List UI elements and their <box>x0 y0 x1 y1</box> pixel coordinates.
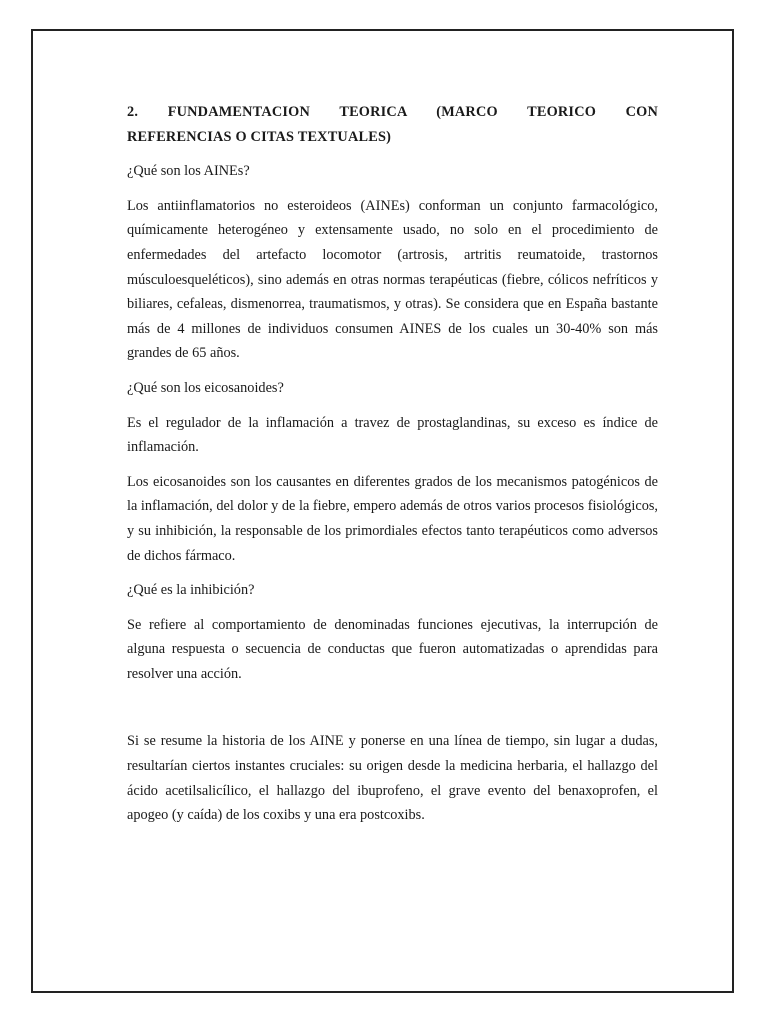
section-heading-line1: 2. FUNDAMENTACION TEORICA (MARCO TEORICO CON <box>127 104 658 120</box>
paragraph-inhibicion-definition: Se refiere al comportamiento de denominadas funciones ejecutivas, la interrupción de alguna respuesta o secuencia de conductas que fueron automatizadas o aprendidas para resolver una acción. <box>127 616 658 682</box>
paragraph-eicosanoides-mechanisms: Los eicosanoides son los causantes en diferentes grados de los mecanismos patogénicos de la inflamación, del dolor y de la fiebre, empero además de otros varios procesos fisiológicos, y su inhibición, la responsable de los primordiales efectos tanto terapéuticos como adversos de dichos fármaco. <box>127 473 658 564</box>
question-aines: ¿Qué son los AINEs? <box>127 163 250 180</box>
paragraph-eicosanoides-regulator: Es el regulador de la inflamación a travez de prostaglandinas, su exceso es índice de inflamación. <box>127 414 658 456</box>
question-eicosanoides: ¿Qué son los eicosanoides? <box>127 379 284 396</box>
paragraph-aines-definition: Los antiinflamatorios no esteroideos (AINEs) conforman un conjunto farmacológico, químicamente heterogéneo y extensamente usado, no solo en el procedimiento de enfermedades del artefacto locomotor (artrosis, artritis reumatoide, trastornos músculoesqueléticos), sino además en otras normas terapéuticas (fiebre, cólicos nefríticos y biliares, cefaleas, dismenorrea, traumatismos, y otras). Se considera que en España bastante más de 4 millones de individuos consumen AINES de los cuales un 30-40% son más grandes de 65 años. <box>127 197 658 362</box>
question-inhibicion: ¿Qué es la inhibición? <box>127 582 255 599</box>
section-heading-line2: REFERENCIAS O CITAS TEXTUALES) <box>127 128 392 145</box>
document-body <box>127 100 658 838</box>
paragraph-aine-history: Si se resume la historia de los AINE y ponerse en una línea de tiempo, sin lugar a dudas, resultarían ciertos instantes cruciales: su origen desde la medicina herbaria, el hallazgo del ácido acetilsalicílico, el hallazgo del ibuprofeno, el grave evento del benaxoprofen, el apogeo (y caída) de los coxibs y una era postcoxibs. <box>127 733 658 824</box>
section-heading <box>127 100 658 149</box>
blank-space <box>127 696 658 729</box>
